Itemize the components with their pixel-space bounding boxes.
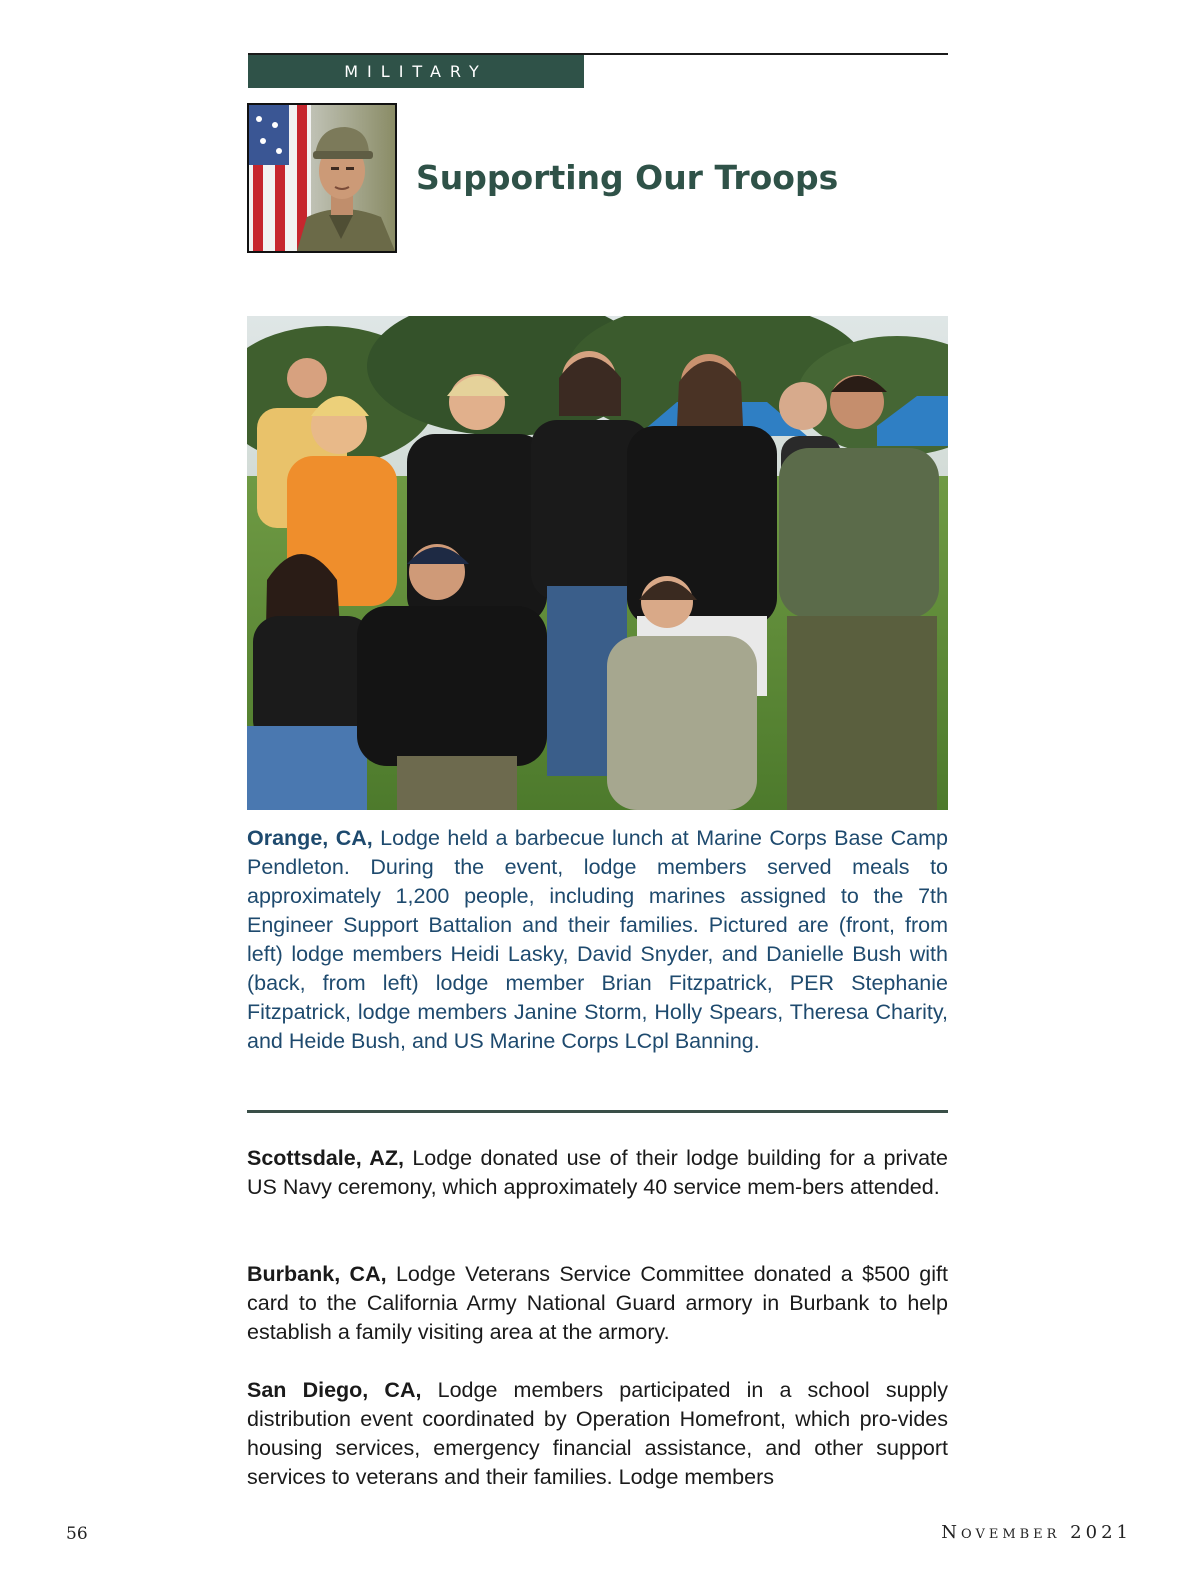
caption-place: Orange, CA, <box>247 826 373 850</box>
section-divider <box>247 1110 948 1113</box>
news-item-place: San Diego, CA, <box>247 1378 422 1402</box>
news-item-text: Lodge Veterans Service Committee donated a $500 gift card to the California Army National Guard armory in Burbank to help establish a family visiting area at the armory. <box>247 1262 948 1344</box>
news-item-place: Scottsdale, AZ, <box>247 1146 404 1170</box>
page-title: Supporting Our Troops <box>416 158 839 197</box>
group-photo-illustration <box>247 316 948 810</box>
section-tab <box>248 55 584 88</box>
news-item-place: Burbank, CA, <box>247 1262 387 1286</box>
soldier-portrait-image <box>247 103 397 253</box>
news-item <box>247 1376 948 1492</box>
news-item-text: Lodge donated use of their lodge building for a private US Navy ceremony, which approximately 40 service mem-bers attended. <box>247 1146 948 1199</box>
photo-caption <box>247 824 948 1056</box>
soldier-portrait-illustration <box>249 105 395 251</box>
news-item <box>247 1260 948 1347</box>
issue-date: November 2021 <box>941 1522 1132 1543</box>
caption-text: Lodge held a barbecue lunch at Marine Corps Base Camp Pendleton. During the event, lodge members served meals to approximately 1,200 people, including marines assigned to the 7th Engineer Support Battalion and their families. Pictured are (front, from left) lodge members Heidi Lasky, David Snyder, and Danielle Bush with (back, from left) lodge member Brian Fitzpatrick, PER Stephanie Fitzpatrick, lodge members Janine Storm, Holly Spears, Theresa Charity, and Heide Bush, and US Marine Corps LCpl Banning. <box>247 826 948 1053</box>
news-item <box>247 1144 948 1202</box>
news-item-text: Lodge members participated in a school supply distribution event coordinated by Operation Homefront, which pro-vides housing services, emergency financial assistance, and other support services to veterans and their families. Lodge members <box>247 1378 948 1489</box>
page-number: 56 <box>66 1524 88 1544</box>
group-photo-image <box>247 316 948 810</box>
section-label: MILITARY <box>344 62 488 81</box>
